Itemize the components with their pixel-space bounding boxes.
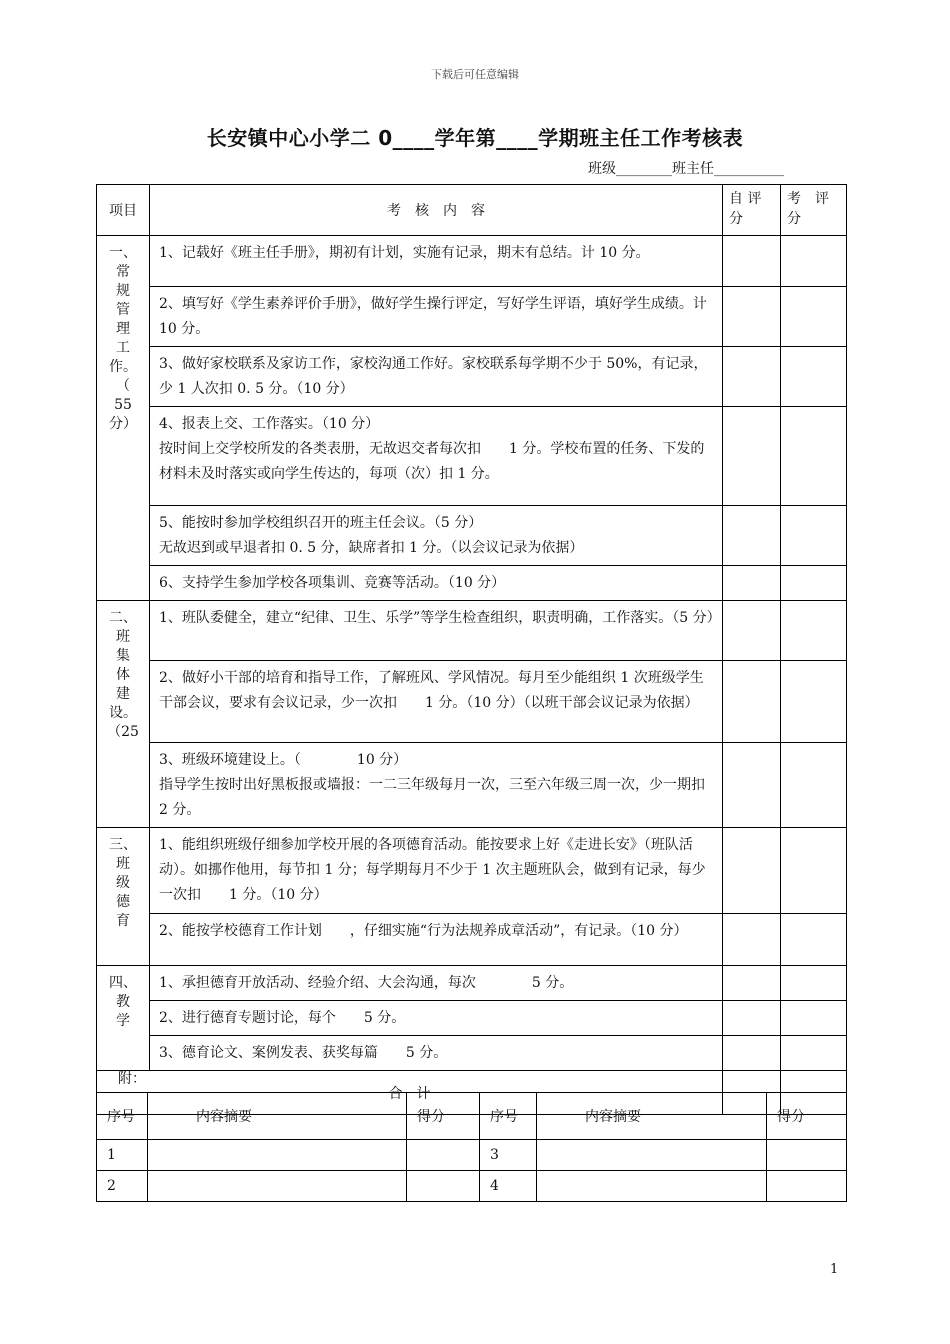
- self-score-cell[interactable]: [723, 407, 781, 506]
- criteria-text: 2、填写好《学生素养评价手册》，做好学生操行评定，写好学生评语，填好学生成绩。计 10 分。: [159, 296, 707, 337]
- appendix-cell[interactable]: [407, 1140, 480, 1171]
- category-char: （25: [107, 724, 139, 740]
- appendix-header: 序号: [480, 1093, 537, 1140]
- exam-score-cell[interactable]: [781, 287, 847, 347]
- criteria-text: 3、做好家校联系及家访工作，家校沟通工作好。家校联系每学期不少于 50%，有记录，少 1 人次扣 0. 5 分。（10 分）: [159, 356, 708, 397]
- category-char: 二、: [109, 610, 137, 626]
- appendix-header: 内容摘要: [148, 1093, 407, 1140]
- appendix-cell[interactable]: [148, 1140, 407, 1171]
- criteria-text: 3、班级环境建设上。（ 10 分）: [159, 752, 408, 768]
- header-content: 考 核 内 容: [150, 185, 723, 236]
- assessment-table: [96, 184, 847, 1115]
- criteria-cell: [150, 506, 723, 566]
- total-label: 合 计: [97, 1071, 723, 1115]
- criteria-text: 无故迟到或早退者扣 0. 5 分，缺席者扣 1 分。（以会议记录为依据）: [159, 540, 584, 556]
- criteria-cell: [150, 743, 733, 828]
- self-score-cell[interactable]: [723, 914, 781, 966]
- appendix-cell: 3: [480, 1140, 537, 1171]
- section-category: [97, 601, 150, 828]
- exam-score-cell[interactable]: [781, 743, 847, 828]
- self-score-cell[interactable]: [723, 347, 781, 407]
- exam-score-cell[interactable]: [781, 506, 847, 566]
- exam-score-cell[interactable]: [781, 661, 847, 743]
- appendix-cell[interactable]: [767, 1171, 847, 1202]
- criteria-text: 1、班队委健全，建立“纪律、卫生、乐学”等学生检查组织，职责明确，工作落实。（5 分）: [159, 610, 721, 626]
- exam-score-cell[interactable]: [781, 828, 847, 914]
- self-score-cell[interactable]: [723, 566, 781, 601]
- appendix-cell: 2: [97, 1171, 148, 1202]
- category-char: 学: [116, 1013, 130, 1029]
- criteria-text: 2、做好小干部的培育和指导工作，了解班风、学风情况。每月至少能组织 1 次班级学生干部会议，要求有会议记录，少一次扣 1 分。（10 分）（以班干部会议记录为依据）: [159, 670, 704, 711]
- self-score-cell[interactable]: [723, 1036, 781, 1071]
- section-category: [97, 236, 150, 601]
- appendix-header: 得分: [767, 1093, 847, 1140]
- self-score-cell[interactable]: [723, 966, 781, 1001]
- section-category: [97, 966, 150, 1071]
- exam-score-cell[interactable]: [781, 407, 847, 506]
- appendix-table: [96, 1092, 847, 1202]
- appendix-cell: 1: [97, 1140, 148, 1171]
- class-teacher-line: 班级________班主任__________: [588, 161, 784, 177]
- category-char: 管: [116, 302, 130, 318]
- category-char: 德: [116, 894, 130, 910]
- criteria-cell: [150, 1036, 723, 1071]
- criteria-text: 6、支持学生参加学校各项集训、竞赛等活动。（10 分）: [159, 575, 506, 591]
- appendix-cell[interactable]: [767, 1140, 847, 1171]
- criteria-cell: [150, 661, 723, 743]
- criteria-cell: [150, 566, 723, 601]
- criteria-cell: [150, 347, 723, 407]
- self-score-cell[interactable]: [723, 661, 781, 743]
- criteria-cell: [150, 1001, 723, 1036]
- criteria-cell: [150, 914, 723, 966]
- category-char: 工: [116, 340, 130, 356]
- category-char: 作。: [109, 359, 137, 375]
- criteria-text: 5、能按时参加学校组织召开的班主任会议。（5 分）: [159, 515, 483, 531]
- exam-score-cell[interactable]: [781, 236, 847, 287]
- category-char: 教: [116, 994, 130, 1010]
- criteria-text: 2、能按学校德育工作计划 ，仔细实施“行为法规养成章活动”，有记录。（10 分）: [159, 923, 688, 939]
- section-category: [97, 828, 150, 966]
- appendix-cell[interactable]: [537, 1171, 767, 1202]
- category-char: 三、: [109, 837, 137, 853]
- criteria-cell: [150, 966, 723, 1001]
- page-number: 1: [830, 1262, 839, 1277]
- category-char: （: [116, 378, 130, 394]
- exam-score-cell[interactable]: [781, 347, 847, 407]
- category-char: 建: [116, 686, 130, 702]
- criteria-cell: [150, 236, 723, 287]
- appendix-label: 附：: [118, 1071, 146, 1087]
- appendix-cell[interactable]: [407, 1171, 480, 1202]
- criteria-cell: [150, 407, 723, 506]
- criteria-text: 1、记载好《班主任手册》，期初有计划，实施有记录，期末有总结。计 10 分。: [159, 245, 650, 261]
- self-score-cell[interactable]: [723, 506, 781, 566]
- header-item: 项目: [97, 185, 150, 236]
- criteria-text: 按时间上交学校所发的各类表册，无故迟交者每次扣 1 分。学校布置的任务、下发的材料未及时落实或向学生传达的，每项（次）扣 1 分。: [159, 441, 705, 482]
- exam-score-cell[interactable]: [781, 914, 847, 966]
- criteria-text: 1、承担德育开放活动、经验介绍、大会沟通，每次 5 分。: [159, 975, 574, 991]
- category-char: 设。: [109, 705, 137, 721]
- category-char: 四、: [109, 975, 137, 991]
- criteria-cell: [150, 287, 723, 347]
- category-char: 班: [116, 856, 130, 872]
- category-char: 班: [116, 629, 130, 645]
- appendix-cell: 4: [480, 1171, 537, 1202]
- criteria-text: 3、德育论文、案例发表、获奖每篇 5 分。: [159, 1045, 448, 1061]
- self-score-cell[interactable]: [723, 828, 781, 914]
- exam-score-cell[interactable]: [781, 601, 847, 661]
- self-score-cell[interactable]: [723, 236, 781, 287]
- category-char: 理: [116, 321, 130, 337]
- criteria-text: 指导学生按时出好黑板报或墙报：一二三年级每月一次，三至六年级三周一次，少一期扣 2 分。: [159, 777, 733, 818]
- exam-score-cell[interactable]: [781, 966, 847, 1001]
- page-title: 长安镇中心小学二 0____学年第____学期班主任工作考核表: [206, 126, 744, 150]
- header-self-score: 自 评 分: [723, 185, 781, 236]
- category-char: 体: [116, 667, 130, 683]
- self-score-cell[interactable]: [723, 601, 781, 661]
- appendix-cell[interactable]: [537, 1140, 767, 1171]
- category-char: 55: [114, 397, 132, 413]
- appendix-header: 得分: [407, 1093, 480, 1140]
- criteria-cell: [150, 828, 723, 914]
- category-char: 分）: [109, 416, 137, 432]
- exam-score-cell[interactable]: [781, 1001, 847, 1036]
- appendix-header: 序号: [97, 1093, 148, 1140]
- category-char: 育: [116, 913, 130, 929]
- criteria-text: 2、进行德育专题讨论，每个 5 分。: [159, 1010, 406, 1026]
- criteria-text: 4、报表上交、工作落实。（10 分）: [159, 416, 380, 432]
- category-char: 一、: [109, 245, 137, 261]
- category-char: 集: [116, 648, 130, 664]
- criteria-text: 1、能组织班级仔细参加学校开展的各项德育活动。能按要求上好《走进长安》（班队活动）。如挪作他用，每节扣 1 分；每学期每月不少于 1 次主题班队会，做到有记录，每少一次扣 1 分。（10 分）: [159, 837, 706, 903]
- header-note: 下载后可任意编辑: [431, 68, 519, 81]
- appendix-header: 内容摘要: [537, 1093, 767, 1140]
- exam-score-cell[interactable]: [781, 1036, 847, 1071]
- category-char: 级: [116, 875, 130, 891]
- category-char: 常: [116, 264, 130, 280]
- header-exam-score: 考 评 分: [781, 185, 847, 236]
- self-score-cell[interactable]: [723, 1001, 781, 1036]
- appendix-cell[interactable]: [148, 1171, 407, 1202]
- criteria-cell: [150, 601, 723, 661]
- category-char: 规: [116, 283, 130, 299]
- exam-score-cell[interactable]: [781, 566, 847, 601]
- self-score-cell[interactable]: [723, 287, 781, 347]
